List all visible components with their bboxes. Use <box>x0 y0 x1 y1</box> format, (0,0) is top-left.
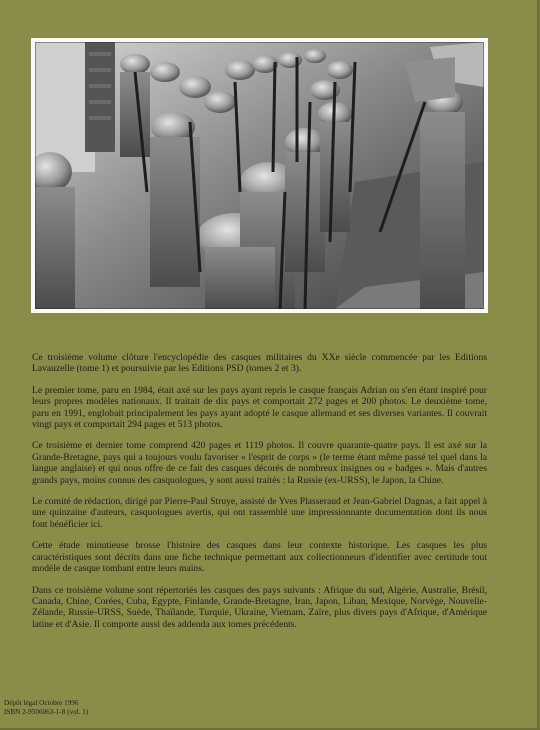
description-text <box>32 352 487 640</box>
paragraph-country-list: Dans ce troisième volume sont répertoriés les casques des pays suivants : Afrique du sud, Algérie, Australie, Brésil, Canada, Chine, Corées, Cuba, Egypte, Finlande, Grande-Bretagne, Iran, Japon, Liban, Mexique, Norvège, Nouvelle-Zélande, Russie-URSS, Suède, Thaïlande, Turquie, Ukraine, Vietnam, Zaïre, plus divers pays d'Afrique, d'Amérique latine et d'Asie. Il comporte aussi des addenda aux tomes précédents. <box>32 584 487 630</box>
paragraph-volume-history: Le premier tome, paru en 1984, était axé sur les pays ayant repris le casque français Adrian ou s'en étant inspiré pour leurs propres modèles nationaux. Il traitait de dix pays et comportait 272 pages et 200 photos. Le deuxième tome, paru en 1991, englobait principalement les pays ayant adopté le casque allemand et ses diverses variantes. Il couvrait vingt pays et comportait 294 pages et 513 photos. <box>32 384 487 431</box>
paragraph-study-scope: Cette étude minutieuse brosse l'histoire des casques dans leur contexte historique. Les casques les plus caractéristiques sont décrits dans une fiche technique permettant aux collectionneurs d'identifier avec certitude tout modèle de casque tombant entre leurs mains. <box>32 540 487 575</box>
legal-deposit: Dépôt légal Octobre 1996 <box>4 699 79 707</box>
isbn: ISBN 2-9506063-1-8 (vol. 1) <box>4 707 89 716</box>
paragraph-third-volume: Ce troisième et dernier tome comprend 420 pages et 1119 photos. Il couvre quarante-quatre pays. Il est axé sur la Grande-Bretagne, pays qui a toujours voulu favoriser « l'esprit de corps » (le terme étant même passé tel quel dans la langue anglaise) et qui nous offre de ce fait des casques décorés de nombreux insignes ou « badges ». Mais d'autres grands pays, moins connus des casquologues, y sont aussi traités : la Russie (ex-URSS), le Japon, la Chine. <box>32 440 487 486</box>
historical-photo-soldiers-in-helmets <box>35 42 484 309</box>
paragraph-editorial-committee: Le comité de rédaction, dirigé par Pierre-Paul Struye, assisté de Yves Plasseraud et Jean-Gabriel Dagnas, a fait appel à une quinzaine d'auteurs, casquologues avertis, qui ont rassemblé une impressionnante documentation dont ils nous font bénéficier ici. <box>32 496 487 530</box>
cover-photo-frame <box>31 38 488 313</box>
legal-notice <box>4 699 88 716</box>
paragraph-intro: Ce troisième volume clôture l'encyclopédie des casques militaires du XXe siècle commencée par les Editions Lavauzelle (tome 1) et poursuivie par les Editions PSD (tomes 2 et 3). <box>32 352 487 375</box>
